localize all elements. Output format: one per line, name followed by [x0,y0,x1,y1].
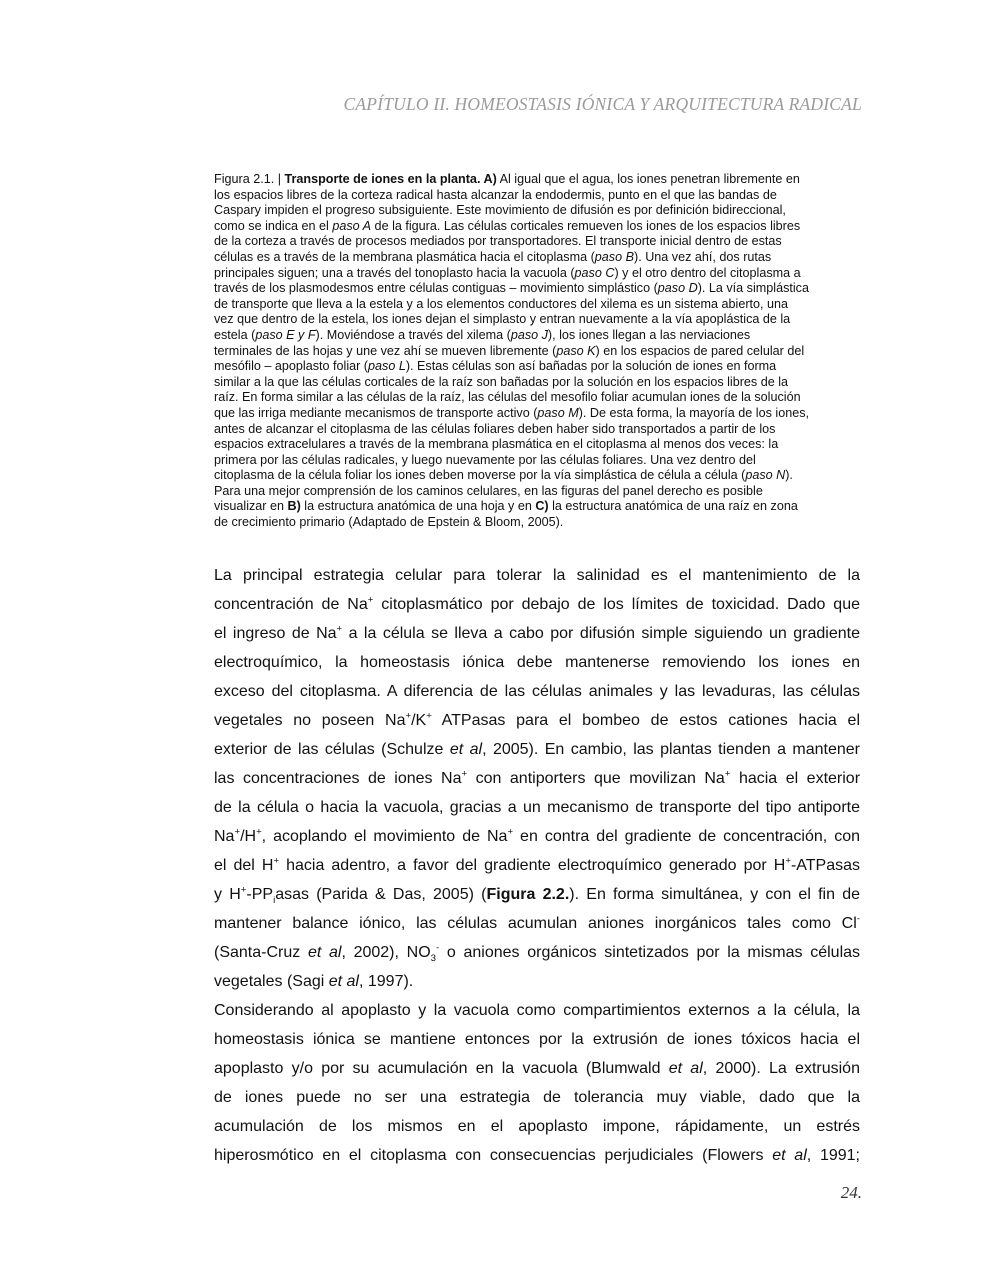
caption-line [214,344,860,360]
text: hacia adentro, a favor del gradiente electroquímico generado por H [279,857,786,874]
caption-title: Transporte de iones en la planta. A) [284,172,497,186]
body-line [214,851,860,880]
caption-text: ). Una vez ahí, dos rutas [634,249,772,264]
text: asas (Parida & Das, 2005) ( [275,886,487,903]
text: el ingreso de Na [214,625,337,642]
text: en contra del gradiente de concentración, con [513,828,860,845]
caption-line [214,499,860,515]
caption-text: ). [785,468,793,483]
caption-line [214,406,860,422]
citation-etal: et al [328,973,359,990]
caption-text: que las irriga mediante mecanismos de transporte activo ( [214,405,538,420]
body-text [214,561,860,1170]
text: -PP [246,886,274,903]
caption-text: ), los iones llegan a las nerviaciones [547,327,751,342]
caption-text: estela ( [214,327,256,342]
body-line [214,880,860,909]
caption-line [214,359,860,375]
caption-line [214,250,860,266]
text: /K [411,712,427,729]
text: el del H [214,857,274,874]
superscript: + [461,768,468,780]
caption-step: paso E y F [255,327,316,342]
caption-text: terminales de las hojas y une vez ahí se mueven libremente ( [214,343,557,358]
body-line [214,909,860,938]
caption-step: paso B [594,249,635,264]
figure-caption [214,172,860,531]
body-line: Considerando al apoplasto y la vacuola como compartimientos externos a la célula, la [214,1002,860,1019]
text: ). En forma simultánea, y con el fin de [569,886,861,903]
caption-text: través de los plasmodesmos entre células contiguas – movimiento simplástico ( [214,281,658,296]
superscript: - [436,942,440,954]
superscript: - [856,913,860,925]
superscript: + [426,710,432,722]
text: mantener balance iónico, las células acumulan aniones inorgánicos tales como Cl [214,915,857,932]
body-line [214,967,860,996]
text: hiperosmótico en el citoplasma con consecuencias perjudiciales (Flowers [214,1147,773,1164]
caption-text: ). Moviéndose a través del xilema ( [315,327,511,342]
superscript: + [273,855,280,867]
text: ATPasas para el bombeo de estos cationes hacia el [431,712,860,729]
caption-line: primera por las células radicales, y luego nuevamente por las células foliares. Una vez dentro del [214,452,756,467]
body-line: homeostasis iónica se mantiene entonces por la extrusión de iones tóxicos hacia el [214,1031,860,1048]
body-line [214,1054,860,1083]
caption-text: como se indica en el [214,218,333,233]
caption-text: mesófilo – apoplasto foliar ( [214,359,369,374]
text: a la célula se lleva a cabo por difusión simple siguiendo un gradiente [342,625,860,642]
body-line: acumulación de los mismos en el apoplasto impone, rápidamente, un estrés [214,1118,860,1135]
caption-line: Caspary impiden el progreso subsiguiente. Este movimiento de difusión es por definición bidireccional, [214,203,786,218]
caption-step: paso C [574,265,615,280]
caption-step: paso N [745,468,786,483]
text: -ATPasas [790,857,861,874]
caption-line: los espacios libres de la corteza radical hasta alcanzar la endodermis, punto en el que las bandas de [214,187,777,202]
caption-panel-ref: C) [535,499,549,514]
body-line [214,1141,860,1170]
caption-line: de transporte que lleva a la estela y a los elementos conductores del xilema es un sistema abierto, una [214,296,789,311]
caption-line [214,328,860,344]
body-line [214,822,860,851]
citation-etal: et al [772,1147,807,1164]
page-number: 24. [840,1183,862,1202]
body-line [214,706,860,735]
text: , 1997). [358,973,414,990]
caption-line: antes de alcanzar el citoplasma de las células foliares deben haber sido transportados a partir de los [214,421,776,436]
caption-text: Al igual que el agua, los iones penetran libremente en [496,172,800,186]
caption-text: ). De esta forma, la mayoría de los iones, [578,405,810,420]
text: citoplasmático por debajo de los límites de toxicidad. Dado que [373,596,860,613]
caption-step: paso K [556,343,596,358]
caption-text: ). Estas células son así bañadas por la solución de iones en forma [405,359,777,374]
text: apoplasto y/o por su acumulación en la vacuola (Blumwald [214,1060,669,1077]
text: , 2005). En cambio, las plantas tienden a mantener [482,741,860,758]
text: o aniones orgánicos sintetizados por la mismas células [439,944,861,961]
running-header: CAPÍTULO II. HOMEOSTASIS IÓNICA Y ARQUITECTURA RADICAL [343,94,862,114]
caption-line [214,468,860,484]
superscript: + [256,826,262,838]
text: Na [214,828,235,845]
text: con antiporters que movilizan Na [467,770,725,787]
caption-line [214,266,860,282]
superscript: + [240,884,247,896]
caption-text: ). La vía simplástica [697,281,809,296]
caption-text: la estructura anatómica de una raíz en zona [548,499,798,514]
text: , 2000). La extrusión [702,1060,860,1077]
caption-panel-ref: B) [287,499,301,514]
caption-text: ) en los espacios de pared celular del [595,343,805,358]
text: /H [240,828,257,845]
text: , 2002), NO [341,944,431,961]
caption-label: Figura 2.1. | [214,172,285,186]
caption-line: Para una mejor comprensión de los caminos celulares, en las figuras del panel derecho es posible [214,483,763,498]
caption-text: citoplasma de la célula foliar los iones deben moverse por la vía simplástica de célula a célula ( [214,468,746,483]
text: , 1991; [806,1147,860,1164]
caption-text: de la figura. Las células corticales remueven los iones de los espacios libres [371,218,801,233]
caption-line: raíz. En forma similar a las células de la raíz, las células del mesofilo foliar acumulan iones de la solución [214,390,801,405]
body-line: exceso del citoplasma. A diferencia de las células animales y las levaduras, las células [214,683,860,700]
superscript: + [234,826,241,838]
caption-line: de crecimiento primario (Adaptado de Epstein & Bloom, 2005). [214,515,564,530]
body-line [214,764,860,793]
text: , acoplando el movimiento de Na [261,828,508,845]
caption-text: principales siguen; una a través del tonoplasto hacia la vacuola ( [214,265,575,280]
text: (Santa-Cruz [214,944,308,961]
citation-etal: et al [307,944,342,961]
citation-etal: et al [449,741,483,758]
caption-step: paso J [510,327,548,342]
caption-step: paso M [537,405,579,420]
caption-line [214,172,860,188]
subscript: 3 [430,953,436,965]
text: y H [214,886,241,903]
caption-text: visualizar en [214,499,288,514]
superscript: + [336,623,343,635]
text: concentración de Na [214,596,368,613]
caption-line: de la corteza a través de procesos mediados por transportadores. El transporte inicial dentro de estas [214,234,782,249]
superscript: + [367,594,374,606]
body-line: electroquímico, la homeostasis iónica debe mantenerse removiendo los iones en [214,654,860,671]
figure-reference: Figura 2.2. [486,886,570,903]
text: vegetales no poseen Na [214,712,406,729]
caption-line [214,281,860,297]
body-line: La principal estrategia celular para tolerar la salinidad es el mantenimiento de la [214,567,860,584]
caption-step: paso D [657,281,698,296]
body-line [214,619,860,648]
text: hacia el exterior [730,770,861,787]
citation-etal: et al [668,1060,703,1077]
caption-line: vez que dentro de la estela, los iones dejan el simplasto y entran nuevamente a la vía apoplástica de la [214,312,791,327]
body-line [214,938,860,967]
text: las concentraciones de iones Na [214,770,462,787]
caption-text: ) y el otro dentro del citoplasma a [614,265,801,280]
body-line [214,590,860,619]
text: vegetales (Sagi [214,973,329,990]
caption-line: espacios extracelulares a través de la membrana plasmática en el citoplasma al menos dos veces: la [214,437,779,452]
body-line: de la célula o hacia la vacuola, gracias a un mecanismo de transporte del tipo antiporte [214,799,860,816]
caption-step: paso A [332,218,372,233]
caption-step: paso L [368,359,406,374]
subscript: i [273,895,276,907]
caption-line: similar a la que las células corticales de la raíz son bañadas por la solución en los espacios libres de la [214,374,789,389]
body-line: de iones puede no ser una estrategia de tolerancia muy viable, dado que la [214,1089,860,1106]
caption-text: células es a través de la membrana plasmática hacia el citoplasma ( [214,249,595,264]
superscript: + [507,826,514,838]
caption-text: la estructura anatómica de una hoja y en [300,499,536,514]
text: exterior de las células (Schulze [214,741,450,758]
superscript: + [785,855,791,867]
body-line [214,735,860,764]
superscript: + [405,710,412,722]
caption-line [214,219,860,235]
superscript: + [724,768,731,780]
